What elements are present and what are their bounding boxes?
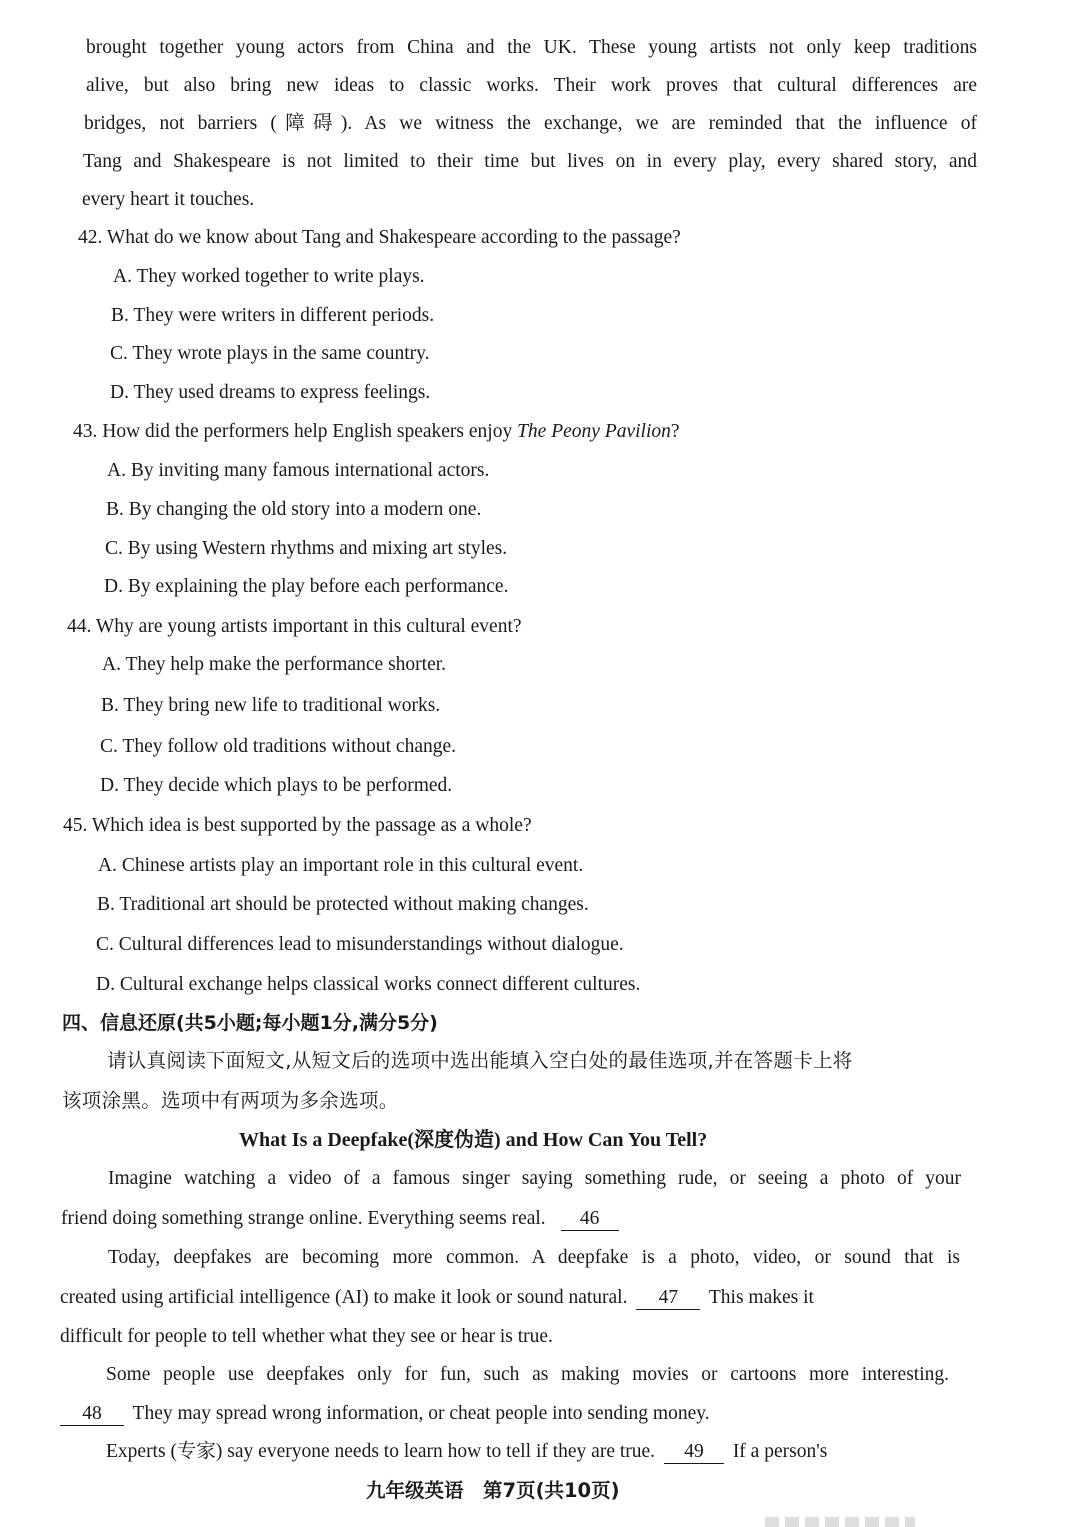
article-text: friend doing something strange online. Everything seems real. [61, 1208, 546, 1229]
question-42-option-d: D. They used dreams to express feelings. [110, 382, 431, 403]
article-line: Some people use deepfakes only for fun, such as making movies or cartoons more interesting. [106, 1364, 949, 1385]
article-line [61, 1206, 623, 1232]
article-text: This makes it [708, 1287, 814, 1308]
question-43-stem-end: ? [670, 421, 680, 442]
question-42-option-b: B. They were writers in different periods. [111, 305, 435, 326]
question-45-stem: 45. Which idea is best supported by the passage as a whole? [63, 815, 532, 836]
question-43-option-d: D. By explaining the play before each performance. [104, 576, 509, 597]
blank-46[interactable]: 46 [561, 1208, 619, 1231]
question-42-option-c: C. They wrote plays in the same country. [110, 343, 430, 364]
article-text: created using artificial intelligence (AI) to make it look or sound natural. [60, 1287, 628, 1308]
page-footer: 九年级英语 第7页(共10页) [366, 1479, 620, 1502]
section-heading: 四、信息还原(共5小题;每小题1分,满分5分) [62, 1012, 438, 1034]
article-line [60, 1285, 814, 1311]
passage-line: brought together young actors from China and the UK. These young artists not only keep traditions [86, 37, 977, 58]
play-title: The Peony Pavilion [517, 421, 671, 442]
article-line [60, 1401, 710, 1427]
article-text: Experts (专家) say everyone needs to learn how to tell if they are true. [106, 1441, 656, 1462]
article-text: If a person's [732, 1441, 828, 1462]
question-44-option-b: B. They bring new life to traditional works. [101, 695, 441, 716]
question-44-option-d: D. They decide which plays to be performed. [100, 775, 453, 796]
article-line [106, 1439, 827, 1465]
question-43-option-b: B. By changing the old story into a modern one. [106, 499, 482, 520]
section-instruction: 请认真阅读下面短文,从短文后的选项中选出能填入空白处的最佳选项,并在答题卡上将 [107, 1049, 853, 1072]
scan-artifact [765, 1517, 915, 1527]
section-instruction: 该项涂黑。选项中有两项为多余选项。 [62, 1089, 399, 1112]
question-43-stem-text: 43. How did the performers help English speakers enjoy [73, 421, 518, 442]
question-43-option-c: C. By using Western rhythms and mixing art styles. [105, 538, 508, 559]
question-43-option-a: A. By inviting many famous international actors. [107, 460, 490, 481]
passage-line: Tang and Shakespeare is not limited to their time but lives on in every play, every shared story, and [83, 151, 977, 172]
question-45-option-c: C. Cultural differences lead to misunderstandings without dialogue. [96, 934, 624, 955]
article-line: difficult for people to tell whether what they see or hear is true. [60, 1326, 553, 1347]
article-line: Imagine watching a video of a famous singer saying something rude, or seeing a photo of your [108, 1168, 961, 1189]
question-44-option-c: C. They follow old traditions without change. [100, 736, 457, 757]
article-line: Today, deepfakes are becoming more common. A deepfake is a photo, video, or sound that is [108, 1247, 960, 1268]
question-44-option-a: A. They help make the performance shorter. [102, 654, 447, 675]
blank-47[interactable]: 47 [636, 1287, 700, 1310]
question-42-option-a: A. They worked together to write plays. [113, 266, 425, 287]
question-45-option-d: D. Cultural exchange helps classical works connect different cultures. [96, 974, 641, 995]
question-43-stem [73, 419, 680, 445]
passage-line: every heart it touches. [82, 189, 255, 210]
question-42-stem: 42. What do we know about Tang and Shakespeare according to the passage? [78, 227, 681, 248]
article-text: They may spread wrong information, or cheat people into sending money. [132, 1403, 710, 1424]
blank-48[interactable]: 48 [60, 1403, 124, 1426]
blank-49[interactable]: 49 [664, 1441, 724, 1464]
article-title: What Is a Deepfake(深度伪造) and How Can You Tell? [239, 1129, 708, 1151]
question-45-option-a: A. Chinese artists play an important role in this cultural event. [98, 855, 584, 876]
question-44-stem: 44. Why are young artists important in this cultural event? [67, 616, 522, 637]
passage-line: bridges, not barriers (障碍). As we witness the exchange, we are reminded that the influence of [84, 113, 977, 134]
passage-line: alive, but also bring new ideas to classic works. Their work proves that cultural differences are [86, 75, 977, 96]
question-45-option-b: B. Traditional art should be protected without making changes. [97, 894, 589, 915]
